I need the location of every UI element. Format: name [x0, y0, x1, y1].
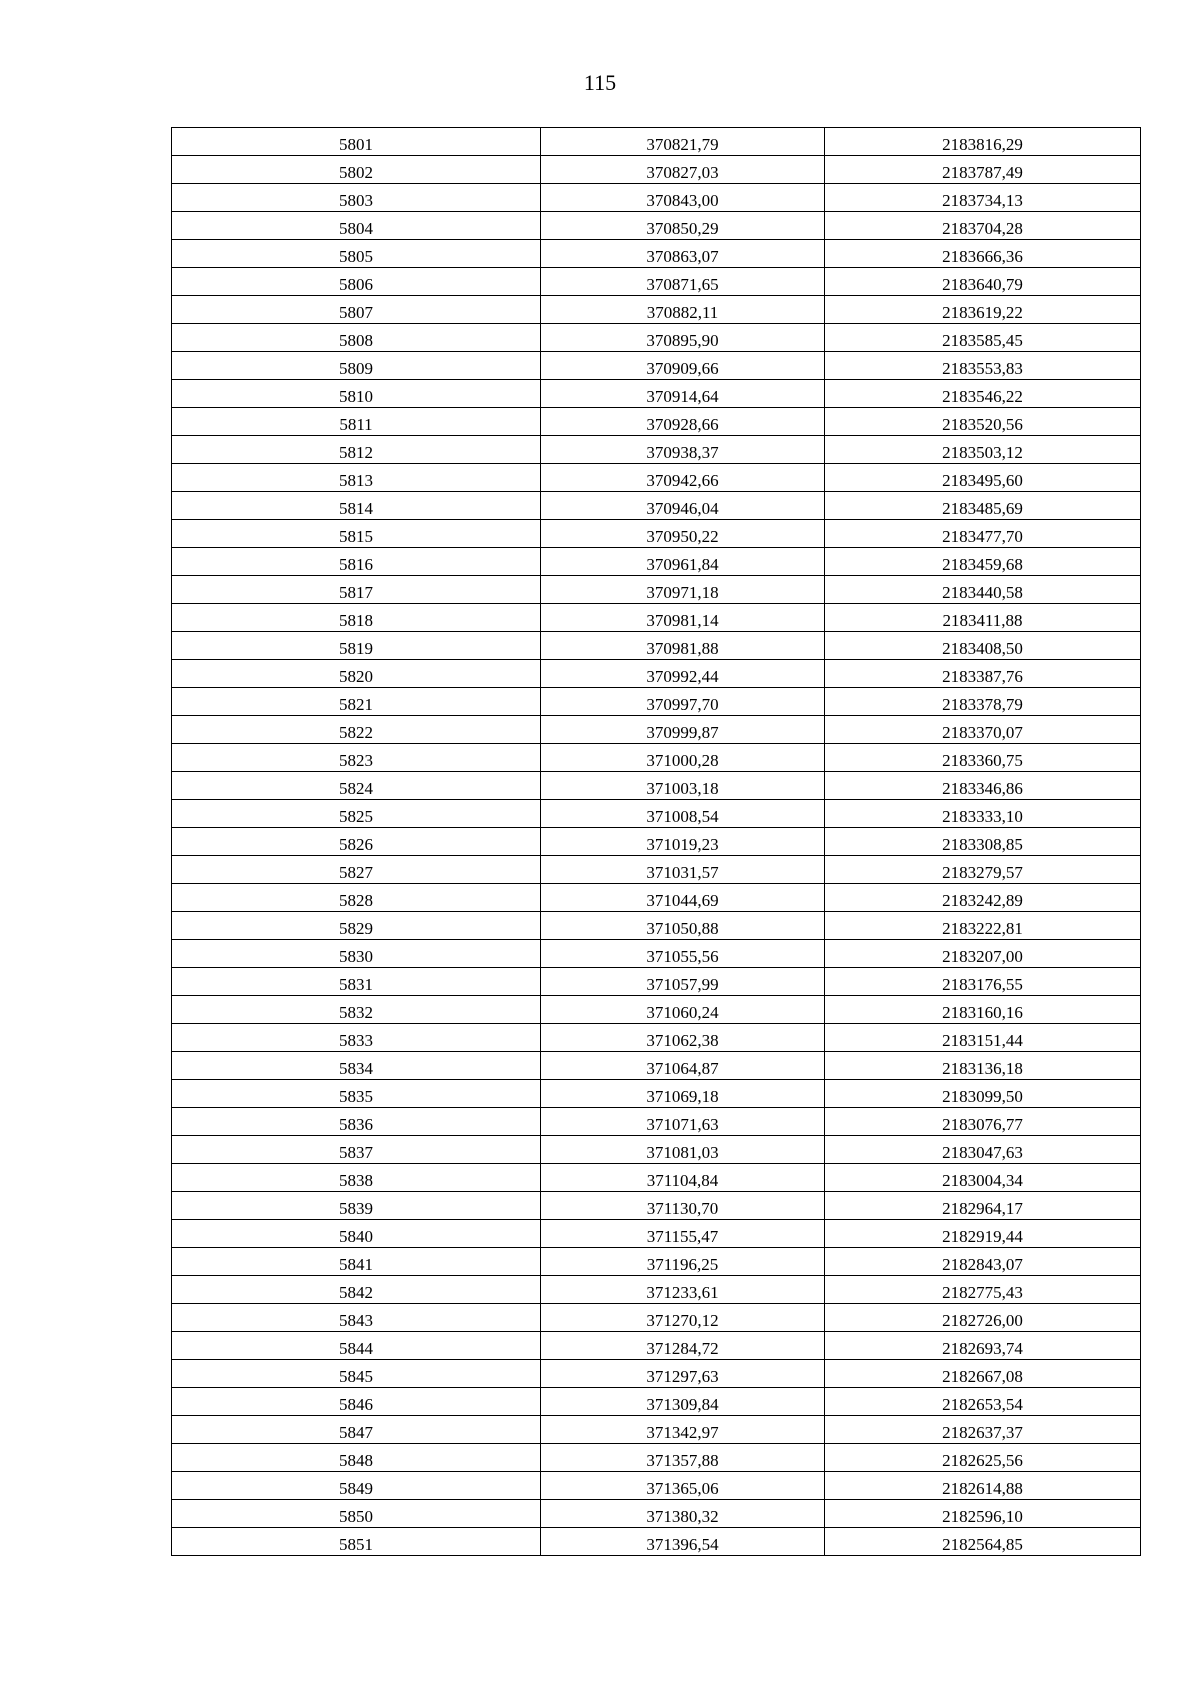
point-number-cell: 5838: [172, 1164, 541, 1192]
table-row: [172, 576, 1141, 604]
point-number-cell: 5825: [172, 800, 541, 828]
y-coordinate-cell: 2183495,60: [825, 464, 1141, 492]
point-number-cell: 5805: [172, 240, 541, 268]
x-coordinate-cell: 370946,04: [541, 492, 825, 520]
table-row: [172, 940, 1141, 968]
point-number-cell: 5851: [172, 1528, 541, 1556]
x-coordinate-cell: 370950,22: [541, 520, 825, 548]
y-coordinate-cell: 2183099,50: [825, 1080, 1141, 1108]
table-row: [172, 520, 1141, 548]
y-coordinate-cell: 2183047,63: [825, 1136, 1141, 1164]
x-coordinate-cell: 370863,07: [541, 240, 825, 268]
x-coordinate-cell: 371000,28: [541, 744, 825, 772]
point-number-cell: 5849: [172, 1472, 541, 1500]
x-coordinate-cell: 371309,84: [541, 1388, 825, 1416]
point-number-cell: 5839: [172, 1192, 541, 1220]
point-number-cell: 5834: [172, 1052, 541, 1080]
point-number-cell: 5819: [172, 632, 541, 660]
point-number-cell: 5814: [172, 492, 541, 520]
point-number-cell: 5809: [172, 352, 541, 380]
x-coordinate-cell: 371062,38: [541, 1024, 825, 1052]
table-row: [172, 828, 1141, 856]
point-number-cell: 5815: [172, 520, 541, 548]
y-coordinate-cell: 2183704,28: [825, 212, 1141, 240]
table-row: [172, 856, 1141, 884]
table-row: [172, 1500, 1141, 1528]
y-coordinate-cell: 2183734,13: [825, 184, 1141, 212]
point-number-cell: 5829: [172, 912, 541, 940]
x-coordinate-cell: 371284,72: [541, 1332, 825, 1360]
point-number-cell: 5850: [172, 1500, 541, 1528]
table-row: [172, 324, 1141, 352]
table-row: [172, 128, 1141, 156]
table-row: [172, 1304, 1141, 1332]
point-number-cell: 5806: [172, 268, 541, 296]
table-row: [172, 1080, 1141, 1108]
table-row: [172, 1528, 1141, 1556]
table-row: [172, 1472, 1141, 1500]
table-row: [172, 436, 1141, 464]
y-coordinate-cell: 2183076,77: [825, 1108, 1141, 1136]
y-coordinate-cell: 2182667,08: [825, 1360, 1141, 1388]
point-number-cell: 5827: [172, 856, 541, 884]
table-row: [172, 1248, 1141, 1276]
y-coordinate-cell: 2183370,07: [825, 716, 1141, 744]
x-coordinate-cell: 370999,87: [541, 716, 825, 744]
table-row: [172, 604, 1141, 632]
y-coordinate-cell: 2183553,83: [825, 352, 1141, 380]
point-number-cell: 5823: [172, 744, 541, 772]
y-coordinate-cell: 2183666,36: [825, 240, 1141, 268]
table-row: [172, 1388, 1141, 1416]
coordinates-table: [171, 127, 1141, 1556]
y-coordinate-cell: 2183151,44: [825, 1024, 1141, 1052]
y-coordinate-cell: 2183333,10: [825, 800, 1141, 828]
table-row: [172, 408, 1141, 436]
point-number-cell: 5835: [172, 1080, 541, 1108]
y-coordinate-cell: 2182964,17: [825, 1192, 1141, 1220]
x-coordinate-cell: 370992,44: [541, 660, 825, 688]
point-number-cell: 5818: [172, 604, 541, 632]
y-coordinate-cell: 2183160,16: [825, 996, 1141, 1024]
x-coordinate-cell: 371396,54: [541, 1528, 825, 1556]
table-row: [172, 548, 1141, 576]
y-coordinate-cell: 2183387,76: [825, 660, 1141, 688]
point-number-cell: 5833: [172, 1024, 541, 1052]
y-coordinate-cell: 2182919,44: [825, 1220, 1141, 1248]
point-number-cell: 5801: [172, 128, 541, 156]
x-coordinate-cell: 370827,03: [541, 156, 825, 184]
y-coordinate-cell: 2182653,54: [825, 1388, 1141, 1416]
point-number-cell: 5828: [172, 884, 541, 912]
table-row: [172, 268, 1141, 296]
point-number-cell: 5807: [172, 296, 541, 324]
y-coordinate-cell: 2183242,89: [825, 884, 1141, 912]
table-row: [172, 996, 1141, 1024]
x-coordinate-cell: 371055,56: [541, 940, 825, 968]
table-row: [172, 464, 1141, 492]
table-row: [172, 688, 1141, 716]
y-coordinate-cell: 2183485,69: [825, 492, 1141, 520]
table-row: [172, 1164, 1141, 1192]
y-coordinate-cell: 2183585,45: [825, 324, 1141, 352]
x-coordinate-cell: 371060,24: [541, 996, 825, 1024]
table-row: [172, 1416, 1141, 1444]
x-coordinate-cell: 371365,06: [541, 1472, 825, 1500]
table-row: [172, 632, 1141, 660]
table-row: [172, 1108, 1141, 1136]
x-coordinate-cell: 370914,64: [541, 380, 825, 408]
table-row: [172, 380, 1141, 408]
x-coordinate-cell: 370882,11: [541, 296, 825, 324]
point-number-cell: 5822: [172, 716, 541, 744]
y-coordinate-cell: 2183207,00: [825, 940, 1141, 968]
x-coordinate-cell: 371357,88: [541, 1444, 825, 1472]
table-row: [172, 884, 1141, 912]
table-row: [172, 1024, 1141, 1052]
x-coordinate-cell: 370971,18: [541, 576, 825, 604]
x-coordinate-cell: 371380,32: [541, 1500, 825, 1528]
x-coordinate-cell: 370843,00: [541, 184, 825, 212]
point-number-cell: 5832: [172, 996, 541, 1024]
x-coordinate-cell: 371003,18: [541, 772, 825, 800]
x-coordinate-cell: 371233,61: [541, 1276, 825, 1304]
y-coordinate-cell: 2182637,37: [825, 1416, 1141, 1444]
x-coordinate-cell: 370961,84: [541, 548, 825, 576]
x-coordinate-cell: 371008,54: [541, 800, 825, 828]
point-number-cell: 5842: [172, 1276, 541, 1304]
x-coordinate-cell: 371155,47: [541, 1220, 825, 1248]
point-number-cell: 5826: [172, 828, 541, 856]
table-row: [172, 240, 1141, 268]
coordinates-table-body: [172, 128, 1141, 1556]
point-number-cell: 5803: [172, 184, 541, 212]
point-number-cell: 5812: [172, 436, 541, 464]
x-coordinate-cell: 370981,14: [541, 604, 825, 632]
y-coordinate-cell: 2183176,55: [825, 968, 1141, 996]
x-coordinate-cell: 370942,66: [541, 464, 825, 492]
point-number-cell: 5841: [172, 1248, 541, 1276]
table-row: [172, 968, 1141, 996]
point-number-cell: 5837: [172, 1136, 541, 1164]
x-coordinate-cell: 371031,57: [541, 856, 825, 884]
x-coordinate-cell: 371196,25: [541, 1248, 825, 1276]
x-coordinate-cell: 371081,03: [541, 1136, 825, 1164]
table-row: [172, 660, 1141, 688]
point-number-cell: 5848: [172, 1444, 541, 1472]
point-number-cell: 5808: [172, 324, 541, 352]
point-number-cell: 5816: [172, 548, 541, 576]
x-coordinate-cell: 371270,12: [541, 1304, 825, 1332]
table-row: [172, 1136, 1141, 1164]
table-row: [172, 156, 1141, 184]
point-number-cell: 5847: [172, 1416, 541, 1444]
x-coordinate-cell: 370871,65: [541, 268, 825, 296]
y-coordinate-cell: 2183477,70: [825, 520, 1141, 548]
y-coordinate-cell: 2182625,56: [825, 1444, 1141, 1472]
point-number-cell: 5824: [172, 772, 541, 800]
x-coordinate-cell: 371130,70: [541, 1192, 825, 1220]
table-row: [172, 492, 1141, 520]
point-number-cell: 5804: [172, 212, 541, 240]
table-row: [172, 1444, 1141, 1472]
table-row: [172, 800, 1141, 828]
y-coordinate-cell: 2182564,85: [825, 1528, 1141, 1556]
y-coordinate-cell: 2183378,79: [825, 688, 1141, 716]
y-coordinate-cell: 2183346,86: [825, 772, 1141, 800]
point-number-cell: 5820: [172, 660, 541, 688]
table-row: [172, 1276, 1141, 1304]
x-coordinate-cell: 371057,99: [541, 968, 825, 996]
y-coordinate-cell: 2182614,88: [825, 1472, 1141, 1500]
y-coordinate-cell: 2183503,12: [825, 436, 1141, 464]
x-coordinate-cell: 370981,88: [541, 632, 825, 660]
x-coordinate-cell: 370850,29: [541, 212, 825, 240]
y-coordinate-cell: 2183546,22: [825, 380, 1141, 408]
x-coordinate-cell: 371064,87: [541, 1052, 825, 1080]
y-coordinate-cell: 2182775,43: [825, 1276, 1141, 1304]
x-coordinate-cell: 371050,88: [541, 912, 825, 940]
x-coordinate-cell: 370997,70: [541, 688, 825, 716]
table-row: [172, 1220, 1141, 1248]
x-coordinate-cell: 371297,63: [541, 1360, 825, 1388]
y-coordinate-cell: 2182843,07: [825, 1248, 1141, 1276]
point-number-cell: 5844: [172, 1332, 541, 1360]
y-coordinate-cell: 2183222,81: [825, 912, 1141, 940]
table-row: [172, 1360, 1141, 1388]
point-number-cell: 5813: [172, 464, 541, 492]
y-coordinate-cell: 2183136,18: [825, 1052, 1141, 1080]
y-coordinate-cell: 2183440,58: [825, 576, 1141, 604]
y-coordinate-cell: 2183408,50: [825, 632, 1141, 660]
point-number-cell: 5845: [172, 1360, 541, 1388]
x-coordinate-cell: 371019,23: [541, 828, 825, 856]
table-row: [172, 352, 1141, 380]
x-coordinate-cell: 370938,37: [541, 436, 825, 464]
y-coordinate-cell: 2183279,57: [825, 856, 1141, 884]
point-number-cell: 5836: [172, 1108, 541, 1136]
point-number-cell: 5843: [172, 1304, 541, 1332]
y-coordinate-cell: 2183360,75: [825, 744, 1141, 772]
point-number-cell: 5830: [172, 940, 541, 968]
point-number-cell: 5831: [172, 968, 541, 996]
table-row: [172, 296, 1141, 324]
x-coordinate-cell: 370895,90: [541, 324, 825, 352]
y-coordinate-cell: 2183308,85: [825, 828, 1141, 856]
table-row: [172, 912, 1141, 940]
point-number-cell: 5811: [172, 408, 541, 436]
point-number-cell: 5846: [172, 1388, 541, 1416]
y-coordinate-cell: 2183787,49: [825, 156, 1141, 184]
x-coordinate-cell: 371044,69: [541, 884, 825, 912]
point-number-cell: 5821: [172, 688, 541, 716]
x-coordinate-cell: 371071,63: [541, 1108, 825, 1136]
page-number: 115: [583, 70, 617, 95]
x-coordinate-cell: 371104,84: [541, 1164, 825, 1192]
y-coordinate-cell: 2182726,00: [825, 1304, 1141, 1332]
point-number-cell: 5810: [172, 380, 541, 408]
x-coordinate-cell: 370821,79: [541, 128, 825, 156]
point-number-cell: 5802: [172, 156, 541, 184]
table-row: [172, 716, 1141, 744]
x-coordinate-cell: 371342,97: [541, 1416, 825, 1444]
table-row: [172, 1192, 1141, 1220]
table-row: [172, 184, 1141, 212]
table-row: [172, 1052, 1141, 1080]
y-coordinate-cell: 2183004,34: [825, 1164, 1141, 1192]
y-coordinate-cell: 2183619,22: [825, 296, 1141, 324]
y-coordinate-cell: 2182693,74: [825, 1332, 1141, 1360]
y-coordinate-cell: 2183411,88: [825, 604, 1141, 632]
table-row: [172, 772, 1141, 800]
table-row: [172, 1332, 1141, 1360]
x-coordinate-cell: 371069,18: [541, 1080, 825, 1108]
x-coordinate-cell: 370909,66: [541, 352, 825, 380]
x-coordinate-cell: 370928,66: [541, 408, 825, 436]
y-coordinate-cell: 2182596,10: [825, 1500, 1141, 1528]
point-number-cell: 5817: [172, 576, 541, 604]
table-row: [172, 744, 1141, 772]
point-number-cell: 5840: [172, 1220, 541, 1248]
y-coordinate-cell: 2183816,29: [825, 128, 1141, 156]
y-coordinate-cell: 2183459,68: [825, 548, 1141, 576]
y-coordinate-cell: 2183520,56: [825, 408, 1141, 436]
y-coordinate-cell: 2183640,79: [825, 268, 1141, 296]
table-row: [172, 212, 1141, 240]
